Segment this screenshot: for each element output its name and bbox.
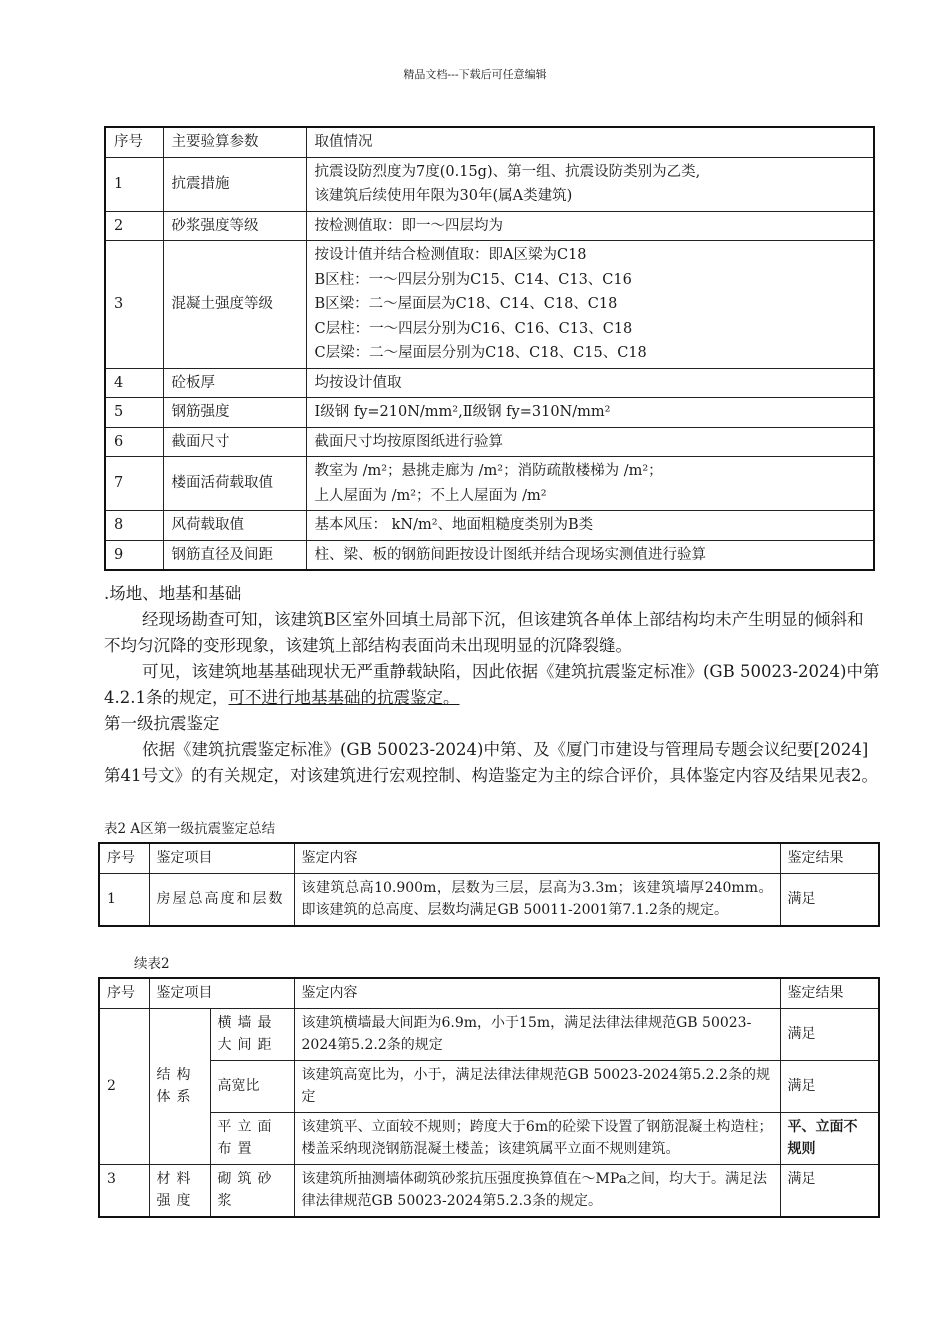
row-number: 1 <box>105 157 163 211</box>
table-row <box>105 398 874 428</box>
check-result: 平、立面不规则 <box>780 1112 879 1164</box>
table-header-row <box>99 978 879 1008</box>
value-line: C层梁：二～屋面层分别为C18、C18、C15、C18 <box>314 345 647 361</box>
param-name: 钢筋强度 <box>163 398 306 428</box>
section-site-foundation <box>104 581 880 789</box>
param-value: 按检测值取：即一～四层均为 <box>306 211 874 241</box>
col-header: 鉴定结果 <box>780 843 879 873</box>
table-row <box>105 368 874 398</box>
col-header: 序号 <box>105 127 163 157</box>
col-header: 鉴定内容 <box>294 978 780 1008</box>
seismic-summary-table <box>98 842 880 927</box>
param-value <box>306 457 874 511</box>
check-content: 该建筑横墙最大间距为6.9m，小于15m，满足法律法律规范GB 50023-2024第5.2.2条的规定 <box>294 1008 780 1060</box>
param-value: Ⅰ级钢 fy=210N/mm²,Ⅱ级钢 fy=310N/mm² <box>306 398 874 428</box>
sub-item: 砌筑砂浆 <box>210 1164 294 1217</box>
page-header: 精品文档---下载后可任意编辑 <box>403 68 547 81</box>
value-line: 教室为 /m²；悬挑走廊为 /m²；消防疏散楼梯为 /m²； <box>314 463 663 479</box>
col-header: 序号 <box>99 978 149 1008</box>
table-row <box>105 511 874 541</box>
check-result: 满足 <box>780 1008 879 1060</box>
check-item: 结构体系 <box>149 1008 210 1164</box>
table-row <box>105 157 874 211</box>
param-name: 风荷载取值 <box>163 511 306 541</box>
param-name: 钢筋直径及间距 <box>163 540 306 570</box>
col-header: 鉴定项目 <box>149 978 294 1008</box>
table-row <box>99 1060 879 1112</box>
row-number: 8 <box>105 511 163 541</box>
check-item: 材料强度 <box>149 1164 210 1217</box>
table-row <box>105 211 874 241</box>
row-number: 6 <box>105 427 163 457</box>
paragraph: 经现场勘查可知，该建筑B区室外回填土局部下沉，但该建筑各单体上部结构均未产生明显的倾斜和不均匀沉降的变形现象，该建筑上部结构表面尚未出现明显的沉降裂缝。 <box>104 610 864 655</box>
row-number: 2 <box>99 1008 149 1164</box>
check-item: 房屋总高度和层数 <box>149 873 294 926</box>
param-name: 抗震措施 <box>163 157 306 211</box>
value-line: C层柱：一～四层分别为C16、C16、C13、C18 <box>314 320 633 337</box>
row-number: 5 <box>105 398 163 428</box>
value-line: 该建筑后续使用年限为30年(属A类建筑) <box>314 188 573 204</box>
table-row <box>105 457 874 511</box>
paragraph: 依据《建筑抗震鉴定标准》(GB 50023-2024)中第、及《厦门市建设与管理局专题会议纪要[2024]第41号文》的有关规定，对该建筑进行宏观控制、构造鉴定为主的综合评价，具体鉴定内容及结果见表2。 <box>104 740 878 785</box>
row-number: 2 <box>105 211 163 241</box>
row-number: 1 <box>99 873 149 926</box>
check-result: 满足 <box>780 1164 879 1217</box>
sub-item: 横墙最大间距 <box>210 1008 294 1060</box>
col-header: 鉴定结果 <box>780 978 879 1008</box>
row-number: 7 <box>105 457 163 511</box>
col-header: 取值情况 <box>306 127 874 157</box>
section-title: .场地、地基和基础 <box>104 584 242 603</box>
section-title: 第一级抗震鉴定 <box>104 714 220 733</box>
check-content: 该建筑高宽比为，小于，满足法律法律规范GB 50023-2024第5.2.2条的规定 <box>294 1060 780 1112</box>
param-value: 基本风压： kN/m²、地面粗糙度类别为B类 <box>306 511 874 541</box>
sub-item: 高宽比 <box>210 1060 294 1112</box>
sub-item: 平立面布置 <box>210 1112 294 1164</box>
param-value <box>306 241 874 369</box>
check-content: 该建筑平、立面较不规则；跨度大于6m的砼梁下设置了钢筋混凝土构造柱；楼盖采纳现浇钢筋混凝土楼盖；该建筑属平立面不规则建筑。 <box>294 1112 780 1164</box>
col-header: 鉴定内容 <box>294 843 780 873</box>
table-header-row <box>105 127 874 157</box>
table-row <box>99 1164 879 1217</box>
row-number: 3 <box>105 241 163 369</box>
table-row <box>105 427 874 457</box>
param-name: 砼板厚 <box>163 368 306 398</box>
param-value: 柱、梁、板的钢筋间距按设计图纸并结合现场实测值进行验算 <box>306 540 874 570</box>
table-row <box>99 873 879 926</box>
parameters-table <box>104 126 875 571</box>
value-line: B区柱：一～四层分别为C15、C14、C13、C16 <box>314 271 632 288</box>
table-row <box>99 1112 879 1164</box>
check-result: 满足 <box>780 1060 879 1112</box>
col-header: 序号 <box>99 843 149 873</box>
value-line: 抗震设防烈度为7度(0.15g)、第一组、抗震设防类别为乙类, <box>314 163 701 180</box>
table-header-row <box>99 843 879 873</box>
param-name: 砂浆强度等级 <box>163 211 306 241</box>
table-row <box>105 540 874 570</box>
param-name: 混凝土强度等级 <box>163 241 306 369</box>
table-caption: 表2 A区第一级抗震鉴定总结 <box>104 821 276 837</box>
check-result: 满足 <box>780 873 879 926</box>
param-name: 楼面活荷载取值 <box>163 457 306 511</box>
param-value: 截面尺寸均按原图纸进行验算 <box>306 427 874 457</box>
value-line: 上人屋面为 /m²；不上人屋面为 /m² <box>314 487 547 504</box>
value-line: B区梁：二～屋面层为C18、C14、C18、C18 <box>314 296 618 312</box>
param-value: 均按设计值取 <box>306 368 874 398</box>
check-content: 该建筑总高10.900m，层数为三层，层高为3.3m；该建筑墙厚240mm。即该建筑的总高度、层数均满足GB 50011-2001第7.1.2条的规定。 <box>294 873 780 926</box>
param-value <box>306 157 874 211</box>
table-caption: 续表2 <box>134 956 170 972</box>
paragraph <box>104 659 880 711</box>
underlined-conclusion: 可不进行地基基础的抗震鉴定。 <box>228 688 460 707</box>
check-content: 该建筑所抽测墙体砌筑砂浆抗压强度换算值在～MPa之间，均大于。满足法律法律规范GB 50023-2024第5.2.3条的规定。 <box>294 1164 780 1217</box>
param-name: 截面尺寸 <box>163 427 306 457</box>
paragraph-text: 可见，该建筑地基基础现状无严重静载缺陷，因此依据《建筑抗震鉴定标准》(GB 50023-2024)中第4.2.1条的规定， <box>104 662 880 707</box>
col-header: 主要验算参数 <box>163 127 306 157</box>
seismic-summary-table-continued <box>98 977 880 1218</box>
table-row <box>99 1008 879 1060</box>
row-number: 3 <box>99 1164 149 1217</box>
col-header: 鉴定项目 <box>149 843 294 873</box>
row-number: 4 <box>105 368 163 398</box>
row-number: 9 <box>105 540 163 570</box>
table-row <box>105 241 874 369</box>
value-line: 按设计值并结合检测值取：即A区梁为C18 <box>314 247 587 263</box>
